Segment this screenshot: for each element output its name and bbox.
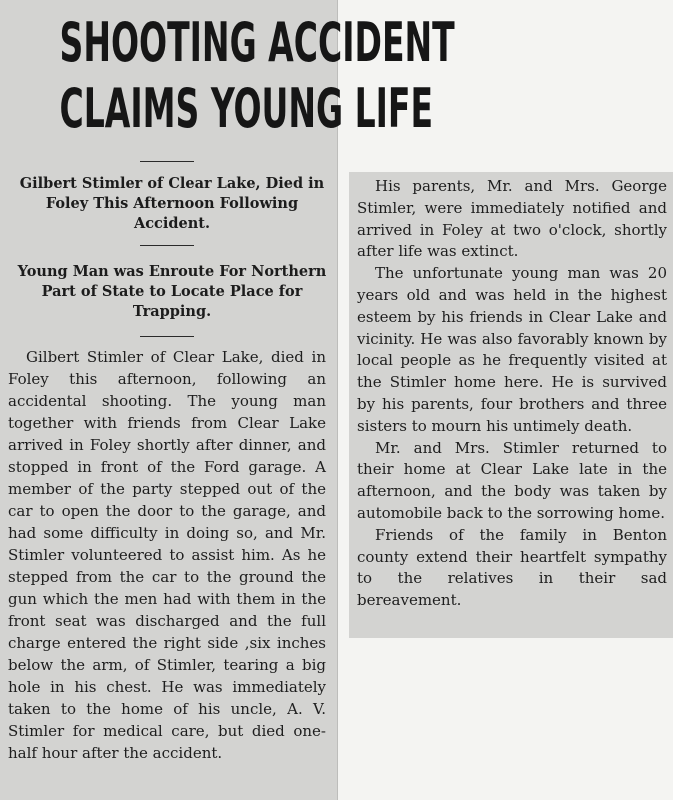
right-clipping-column	[349, 172, 673, 638]
right-paragraph-2: The unfortunate young man was 20 years old and was held in the highest esteem by his friends in Clear Lake and vicinity. He was also favorably known by local people as he frequently visited at the Stimler home here. He is survived by his parents, four brothers and three sisters to mourn his untimely death.	[357, 264, 667, 435]
right-paragraph-1: His parents, Mr. and Mrs. George Stimler, were immediately notified and arrived in Foley at two o'clock, shortly after life was extinct.	[357, 177, 667, 261]
left-paragraph-1: Gilbert Stimler of Clear Lake, died in Foley this afternoon, following an accidental shooting. The young man together with friends from Clear Lake arrived in Foley shortly after dinner, and stopped in front of the Ford garage. A member of the party stepped out of the car to open the door to the garage, and had some difficulty in doing so, and Mr. Stimler volunteered to assist him. As he stepped from the car to the ground the gun which the men had with them in the front seat was discharged and the full charge entered the right side ,six inches below the arm, of Stimler, tearing a big hole in his chest. He was immediately taken to the home of his uncle, A. V. Stimler for medical care, but died one-half hour after the accident.	[8, 348, 326, 762]
subheadline-2: Young Man was Enroute For Northern Part of State to Locate Place for Trapping.	[17, 263, 327, 320]
separator-rule-3	[140, 336, 194, 337]
separator-rule-1	[140, 161, 194, 162]
headline-line-1: SHOOTING ACCIDENT	[59, 11, 455, 74]
right-body-text	[357, 176, 667, 612]
left-body-text	[8, 346, 326, 764]
separator-rule-2	[140, 245, 194, 246]
subheadline-1: Gilbert Stimler of Clear Lake, Died in Foley This Afternoon Following Accident.	[19, 175, 325, 232]
headline-line-2: CLAIMS YOUNG LIFE	[59, 77, 434, 140]
right-paragraph-3: Mr. and Mrs. Stimler returned to their home at Clear Lake late in the afternoon, and the body was taken by automobile back to the sorrowing home.	[357, 438, 667, 522]
right-paragraph-4: Friends of the family in Benton county extend their heartfelt sympathy to the relatives in their sad bereavement.	[357, 525, 667, 610]
